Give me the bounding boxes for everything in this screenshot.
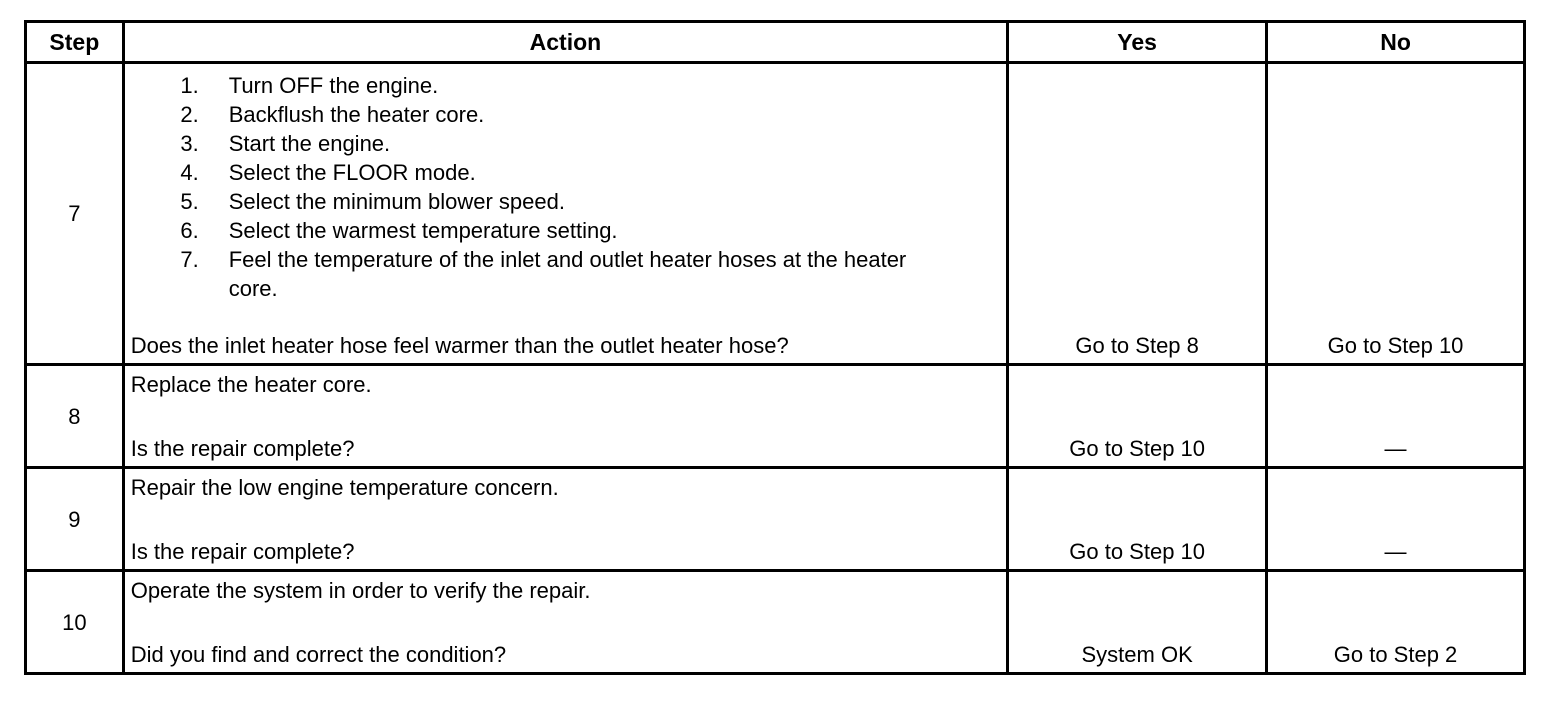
- substep-number: 4.: [180, 160, 199, 185]
- substep-text: Backflush the heater core.: [228, 102, 485, 127]
- no-result: Go to Step 2: [1333, 642, 1458, 667]
- action-cell: [123, 365, 1007, 468]
- substep-text: Start the engine.: [228, 131, 391, 156]
- instruction-text: Replace the heater core.: [130, 372, 372, 397]
- action-cell: [123, 468, 1007, 571]
- question-text: Does the inlet heater hose feel warmer than the outlet heater hose?: [130, 333, 789, 358]
- yes-cell: [1008, 365, 1267, 468]
- yes-result: System OK: [1081, 642, 1193, 667]
- no-cell: [1267, 468, 1525, 571]
- list-item: [125, 216, 1006, 245]
- step-number: 10: [26, 571, 124, 674]
- question-text: Did you find and correct the condition?: [130, 642, 507, 667]
- list-item: [125, 129, 1006, 158]
- list-item: [125, 187, 1006, 216]
- action-cell: [123, 63, 1007, 365]
- step-number: 8: [26, 365, 124, 468]
- no-result: Go to Step 10: [1327, 333, 1464, 358]
- header-no: No: [1267, 22, 1525, 63]
- action-cell: [123, 571, 1007, 674]
- table-row-step-10: [26, 571, 1525, 674]
- step-number: 7: [26, 63, 124, 365]
- table-row-step-9: [26, 468, 1525, 571]
- table-row-step-7: [26, 63, 1525, 365]
- substep-number: 3.: [180, 131, 199, 156]
- header-step: Step: [26, 22, 124, 63]
- substep-text: Select the warmest temperature setting.: [228, 218, 618, 243]
- no-cell: [1267, 365, 1525, 468]
- list-item: [125, 245, 1006, 303]
- substep-text: Select the FLOOR mode.: [228, 160, 476, 185]
- table-header: [26, 22, 1525, 63]
- yes-result: Go to Step 10: [1069, 436, 1206, 461]
- substep-text: Turn OFF the engine.: [228, 73, 439, 98]
- table-body: [26, 63, 1525, 674]
- substep-number: 6.: [180, 218, 199, 243]
- question-text: Is the repair complete?: [130, 436, 355, 461]
- substep-text: Feel the temperature of the inlet and outlet heater hoses at the heater core.: [228, 247, 907, 301]
- no-result: —: [1384, 436, 1407, 461]
- substep-list: [125, 64, 1006, 303]
- header-yes: Yes: [1008, 22, 1267, 63]
- list-item: [125, 71, 1006, 100]
- substep-text: Select the minimum blower speed.: [228, 189, 565, 214]
- table-row-step-8: [26, 365, 1525, 468]
- yes-cell: [1008, 63, 1267, 365]
- yes-result: Go to Step 8: [1075, 333, 1199, 358]
- substep-number: 2.: [180, 102, 199, 127]
- instruction-text: Repair the low engine temperature concern.: [130, 475, 559, 500]
- header-row: [26, 22, 1525, 63]
- step-number: 9: [26, 468, 124, 571]
- question-text: Is the repair complete?: [130, 539, 355, 564]
- no-result: —: [1384, 539, 1407, 564]
- yes-result: Go to Step 10: [1069, 539, 1206, 564]
- header-action: Action: [123, 22, 1007, 63]
- no-cell: [1267, 571, 1525, 674]
- substep-number: 1.: [180, 73, 199, 98]
- yes-cell: [1008, 571, 1267, 674]
- yes-cell: [1008, 468, 1267, 571]
- list-item: [125, 100, 1006, 129]
- list-item: [125, 158, 1006, 187]
- diagnostic-table: [24, 20, 1526, 675]
- no-cell: [1267, 63, 1525, 365]
- substep-number: 7.: [180, 247, 199, 272]
- instruction-text: Operate the system in order to verify the repair.: [130, 578, 591, 603]
- substep-number: 5.: [180, 189, 199, 214]
